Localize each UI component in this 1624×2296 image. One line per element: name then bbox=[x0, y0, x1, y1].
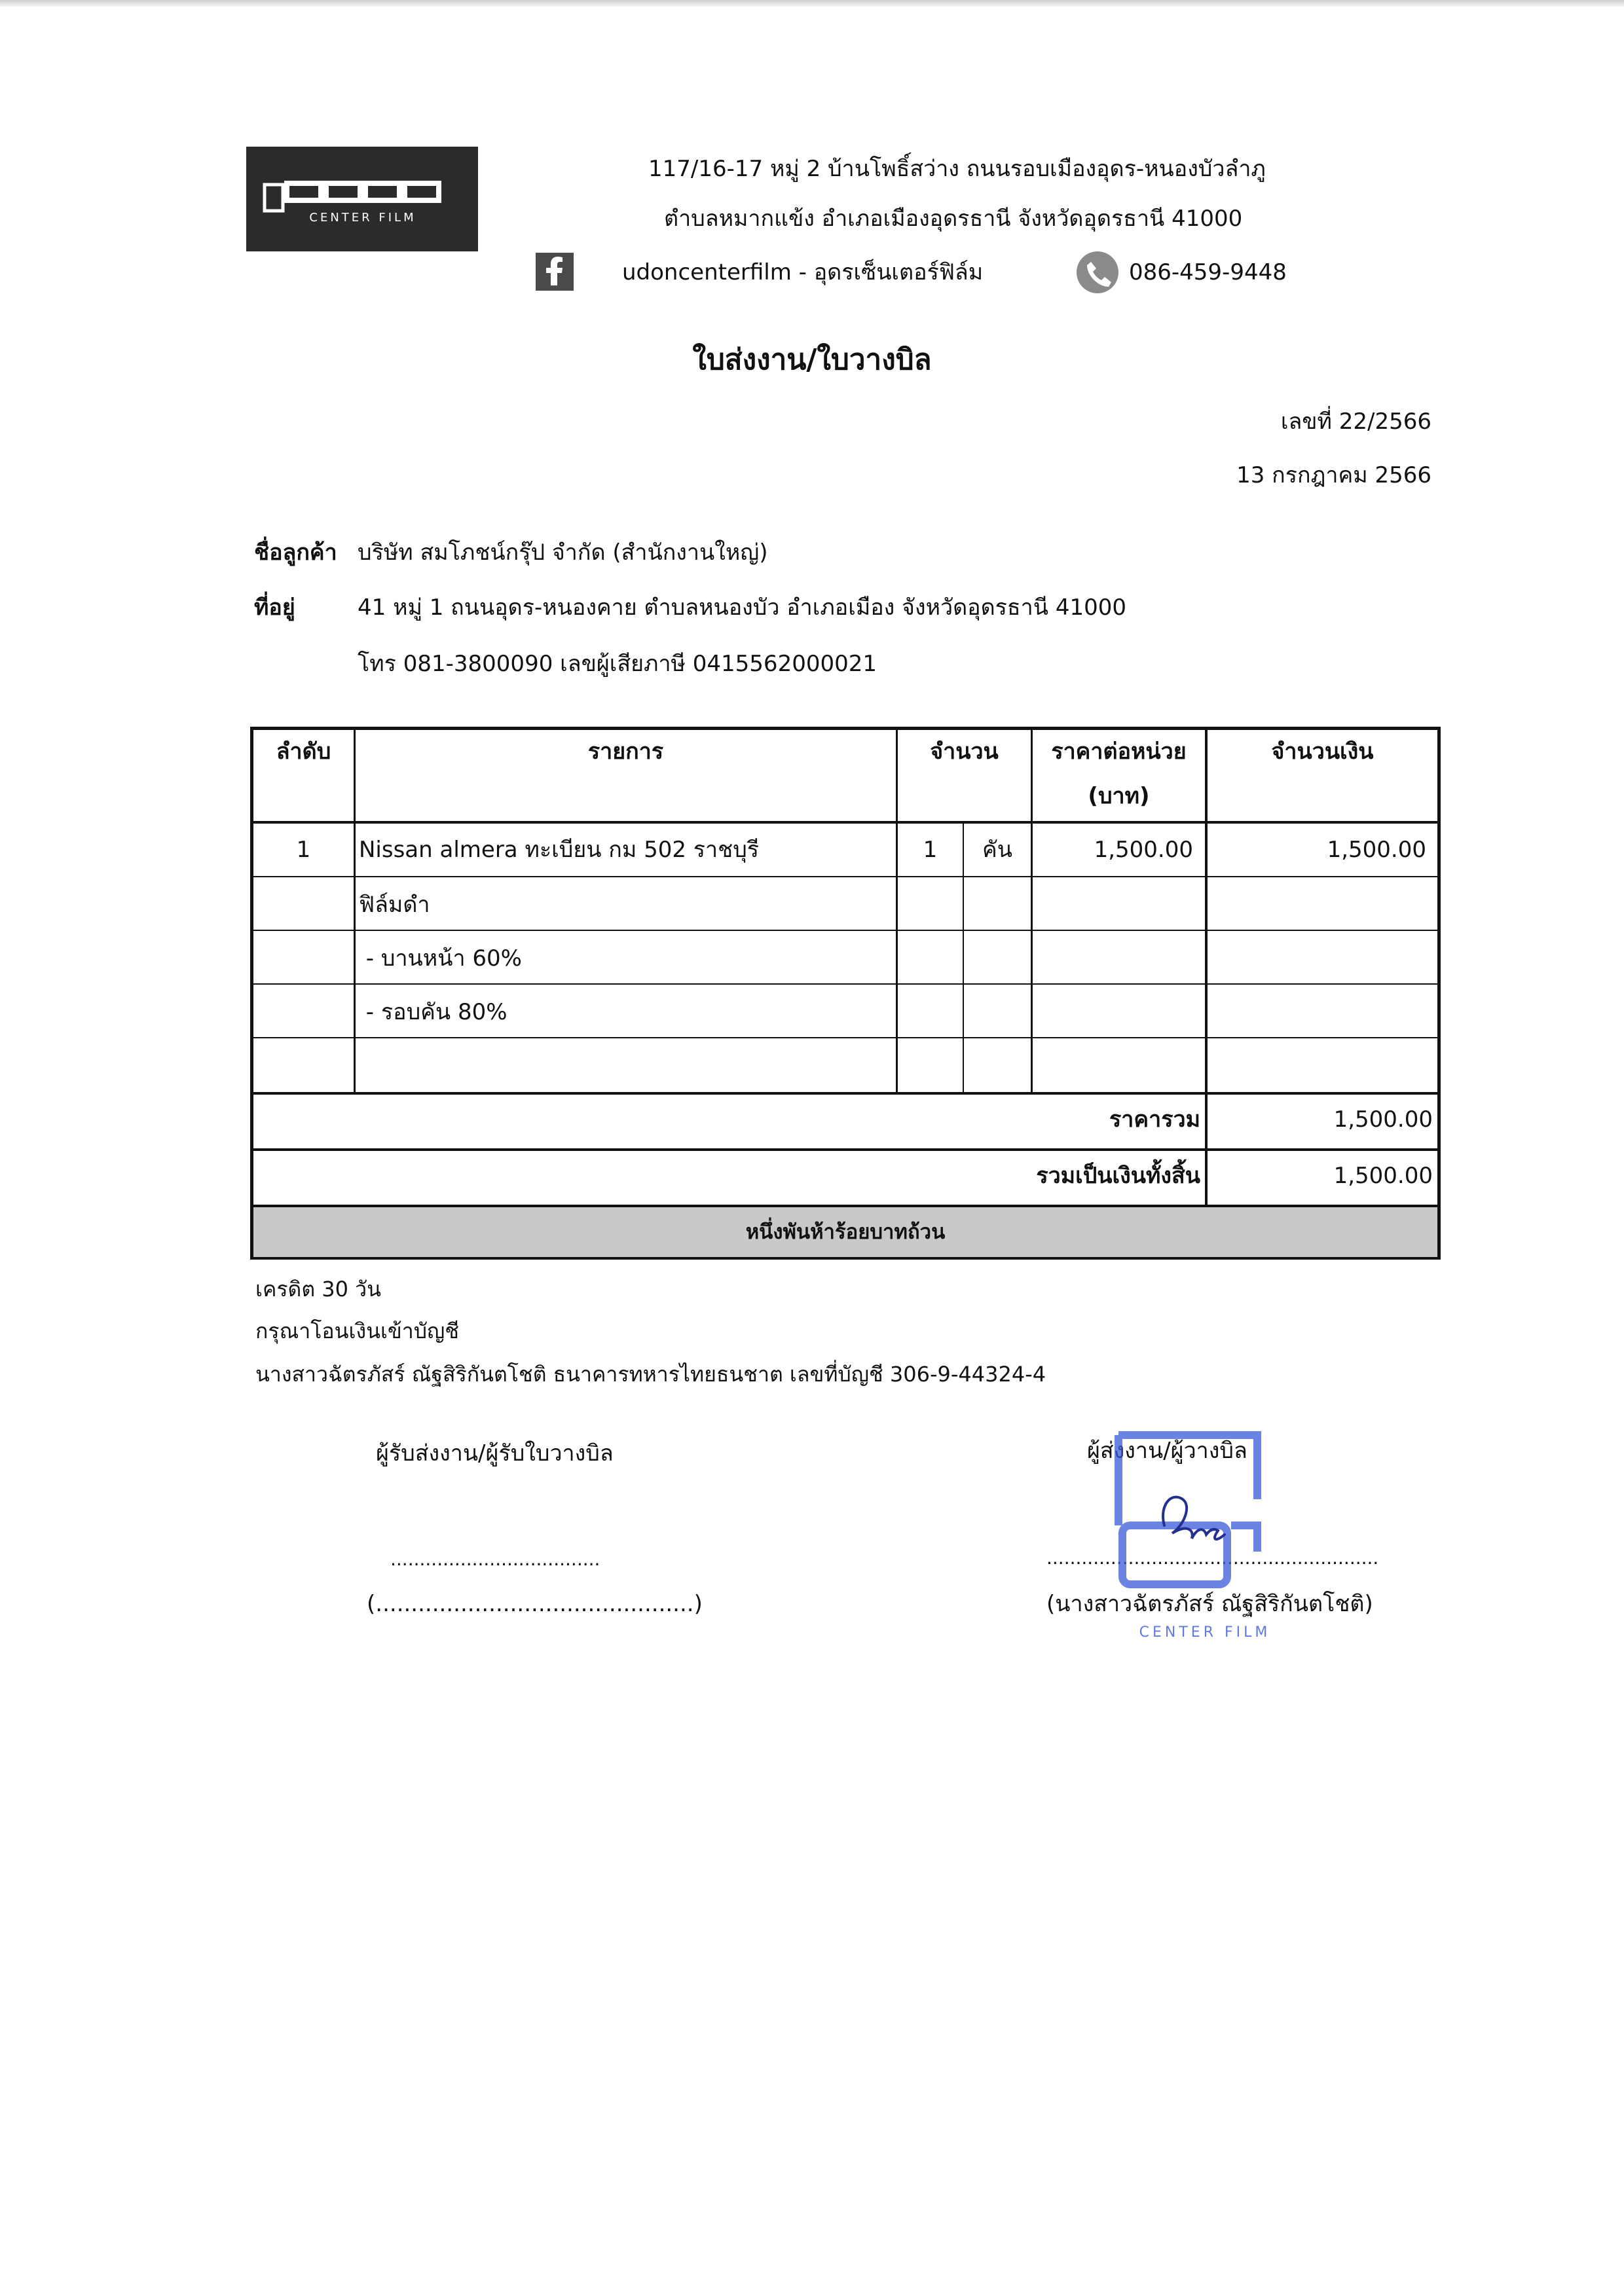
svg-text:CENTER FILM: CENTER FILM bbox=[1139, 1624, 1271, 1641]
customer-name-label: ชื่อลูกค้า bbox=[254, 539, 337, 566]
total-value: 1,500.00 bbox=[1333, 1163, 1433, 1189]
handwritten-signature bbox=[1163, 1497, 1225, 1539]
header-unit-price: ราคาต่อหน่วย bbox=[1051, 738, 1187, 765]
header-unit-price-sub: (บาท) bbox=[1088, 783, 1150, 809]
company-stamp bbox=[1094, 1427, 1290, 1643]
credit-note: เครดิต 30 วัน bbox=[255, 1277, 381, 1302]
company-logo bbox=[246, 147, 478, 251]
receiver-name: (.............................................) bbox=[367, 1591, 703, 1617]
row-3-item: - บานหน้า 60% bbox=[359, 945, 522, 972]
header-qty: จำนวน bbox=[930, 738, 999, 765]
receiver-role: ผู้รับส่งงาน/ผู้รับใบวางบิล bbox=[376, 1440, 614, 1467]
invoice-table bbox=[250, 727, 1441, 1260]
subtotal-label: ราคารวม bbox=[1109, 1106, 1200, 1133]
document-date: 13 กรกฎาคม 2566 bbox=[1236, 462, 1431, 488]
customer-contact: โทร 081-3800090 เลขผู้เสียภาษี 0415562000021 bbox=[358, 651, 877, 677]
facebook-page: udoncenterfilm - อุดรเซ็นเตอร์ฟิล์ม bbox=[622, 259, 984, 285]
row-1-unit-price: 1,500.00 bbox=[1094, 837, 1193, 863]
subtotal-value: 1,500.00 bbox=[1333, 1106, 1433, 1133]
document-title: ใบส่งงาน/ใบวางบิล bbox=[692, 343, 932, 376]
row-1-amount: 1,500.00 bbox=[1327, 837, 1426, 863]
document-number: เลขที่ 22/2566 bbox=[1280, 409, 1431, 435]
company-address-line1: 117/16-17 หมู่ 2 บ้านโพธิ์สว่าง ถนนรอบเมืองอุดร-หนองบัวลำภู bbox=[648, 156, 1266, 182]
header-no: ลำดับ bbox=[276, 738, 331, 765]
phone-number: 086-459-9448 bbox=[1129, 259, 1287, 285]
sender-role: ผู้ส่งงาน/ผู้วางบิล bbox=[1087, 1438, 1247, 1464]
header-item: รายการ bbox=[587, 738, 664, 765]
company-address-line2: ตำบลหมากแข้ง อำเภอเมืองอุดรธานี จังหวัดอุดรธานี 41000 bbox=[664, 206, 1243, 232]
row-1-unit: คัน bbox=[982, 837, 1012, 863]
sender-name: (นางสาวฉัตรภัสร์ ณัฐสิริกันตโชติ) bbox=[1046, 1591, 1373, 1617]
row-1-qty: 1 bbox=[923, 837, 938, 863]
amount-in-words: หนึ่งพันห้าร้อยบาทถ้วน bbox=[745, 1220, 946, 1244]
row-2-item: ฟิล์มดำ bbox=[359, 892, 430, 918]
receiver-signature-line: .................................... bbox=[390, 1548, 600, 1570]
customer-address: 41 หมู่ 1 ถนนอุดร-หนองคาย ตำบลหนองบัว อำเภอเมือง จังหวัดอุดรธานี 41000 bbox=[358, 594, 1126, 621]
phone-icon bbox=[1077, 251, 1118, 293]
customer-address-label: ที่อยู่ bbox=[254, 594, 295, 621]
customer-name: บริษัท สมโภชน์กรุ๊ป จำกัด (สำนักงานใหญ่) bbox=[358, 539, 768, 566]
header-amount: จำนวนเงิน bbox=[1271, 738, 1374, 765]
sender-signature-line: ......................................................... bbox=[1046, 1547, 1379, 1569]
total-label: รวมเป็นเงินทั้งสิ้น bbox=[1036, 1163, 1200, 1189]
facebook-icon bbox=[536, 253, 574, 291]
transfer-note: กรุณาโอนเงินเข้าบัญชี bbox=[255, 1319, 460, 1343]
row-1-no: 1 bbox=[296, 837, 311, 863]
row-1-item: Nissan almera ทะเบียน กม 502 ราชบุรี bbox=[359, 837, 760, 863]
scan-top-edge bbox=[0, 0, 1624, 7]
svg-text:CENTER FILM: CENTER FILM bbox=[309, 211, 416, 225]
bank-account: นางสาวฉัตรภัสร์ ณัฐสิริกันตโชติ ธนาคารทหารไทยธนชาต เลขที่บัญชี 306-9-44324-4 bbox=[255, 1362, 1046, 1387]
row-4-item: - รอบคัน 80% bbox=[359, 999, 507, 1025]
